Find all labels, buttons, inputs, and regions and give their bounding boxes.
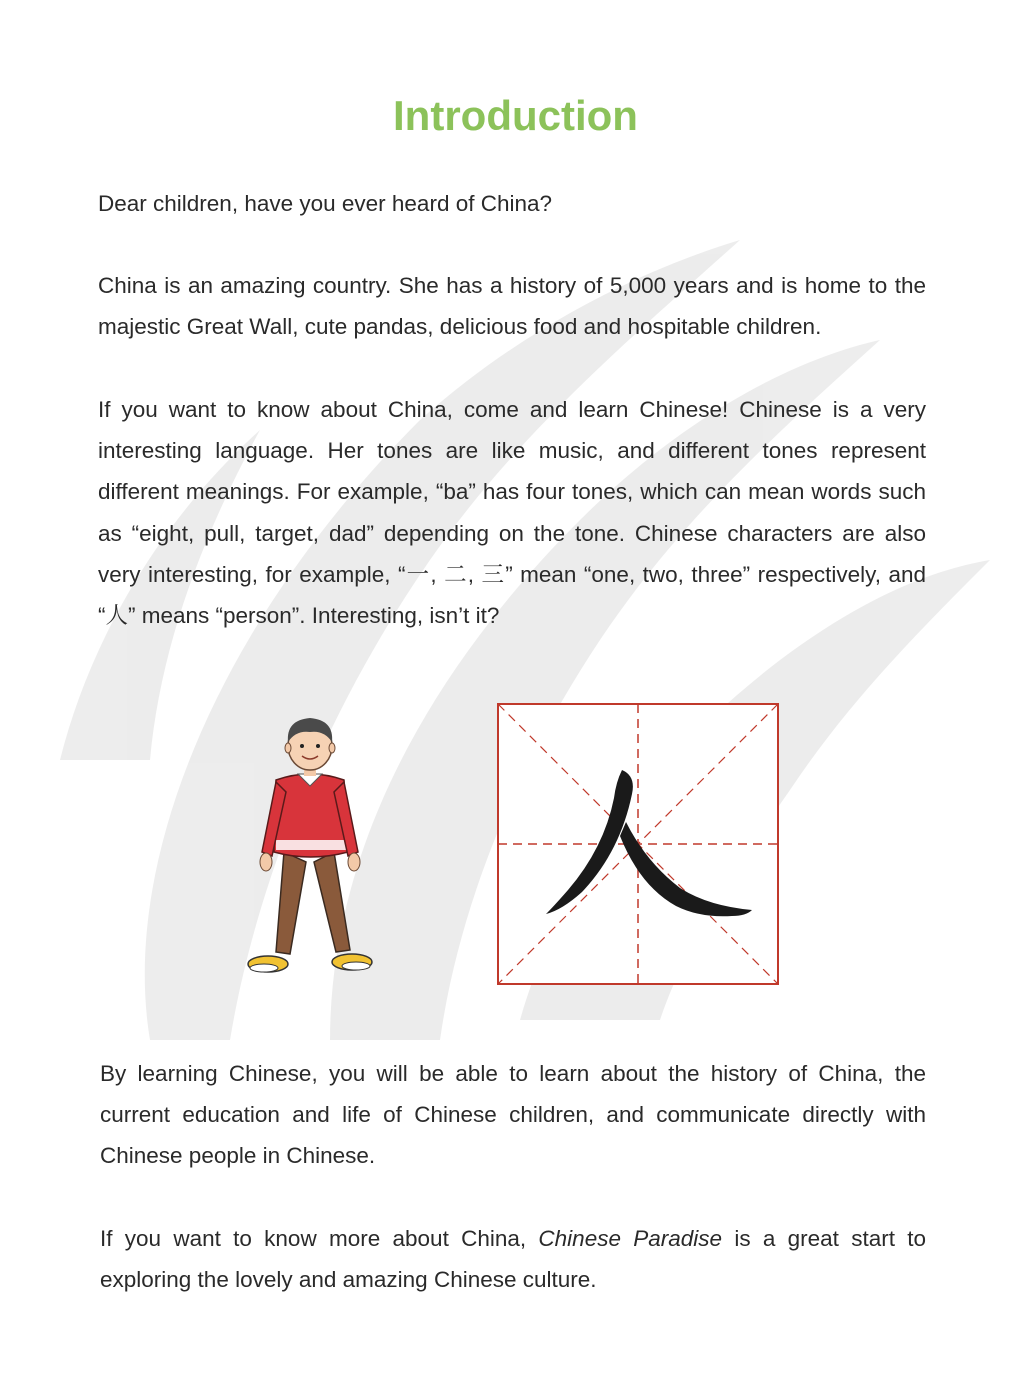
paragraph-chinese-paradise bbox=[100, 1218, 926, 1300]
text-after-book-title: is a great start to exploring the lovely and amazing Chinese culture. bbox=[100, 1226, 927, 1293]
paragraph-chinese-language: If you want to know about China, come and learn Chinese! Chinese is a very interesting language. Her tones are like music, and different tones represent different meanings. For example, “ba” has four tones, which can mean words such as “eight, pull, target, dad” depending on the tone. Chinese characters are also very interesting, for example, “一, 二, 三” mean “one, two, three” respectively, and “人” means “person”. Interesting, isn’t it? bbox=[98, 397, 926, 629]
page-title: Introduction bbox=[393, 92, 638, 139]
character-practice-grid bbox=[496, 702, 780, 986]
boy-illustration bbox=[236, 712, 384, 982]
text-before-book-title: If you want to know more about China, bbox=[100, 1226, 539, 1251]
paragraph-greeting: Dear children, have you ever heard of China? bbox=[98, 191, 553, 216]
paragraph-learning-benefits: By learning Chinese, you will be able to learn about the history of China, the current education and life of Chinese children, and communicate directly with Chinese people in Chinese. bbox=[100, 1061, 926, 1169]
book-title: Chinese Paradise bbox=[538, 1226, 723, 1251]
paragraph-china-intro: China is an amazing country. She has a history of 5,000 years and is home to the majestic Great Wall, cute pandas, delicious food and hospitable children. bbox=[98, 273, 926, 340]
